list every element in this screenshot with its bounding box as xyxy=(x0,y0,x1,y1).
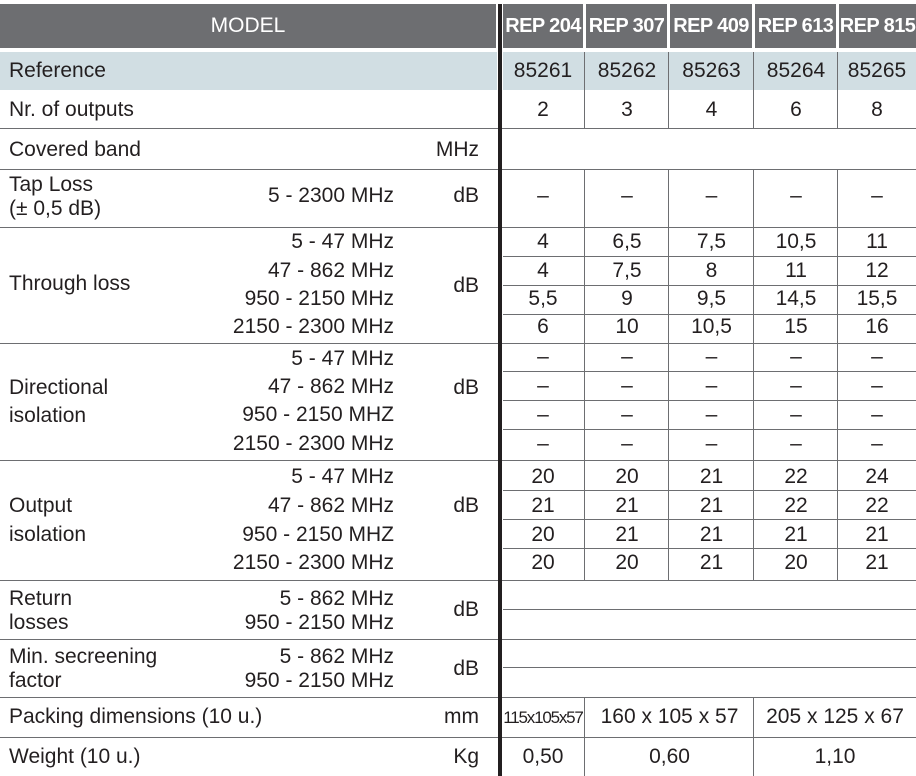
through-loss-value: 4 xyxy=(537,259,549,282)
output-isolation-range: 47 - 862 MHz xyxy=(267,494,394,517)
directional-isolation-range: 47 - 862 MHz xyxy=(267,375,394,398)
directional-isolation-value: – xyxy=(537,374,549,397)
header-model-label: MODEL xyxy=(210,14,286,37)
directional-isolation-label-line2: isolation xyxy=(9,404,87,427)
return-losses-range: 5 - 862 MHz xyxy=(279,587,394,610)
directional-isolation-range: 2150 - 2300 MHz xyxy=(232,432,394,455)
packing-value: 115x105x57 xyxy=(503,708,583,727)
through-loss-value: 12 xyxy=(865,259,889,282)
column-divider xyxy=(753,169,754,580)
output-isolation-unit: dB xyxy=(453,494,479,517)
output-isolation-value: 21 xyxy=(699,551,724,574)
row-divider xyxy=(0,128,916,129)
output-isolation-value: 21 xyxy=(615,494,639,517)
directional-isolation-value: – xyxy=(871,403,883,426)
return-losses-label-line2: losses xyxy=(9,611,69,634)
directional-isolation-value: – xyxy=(537,403,549,426)
column-divider xyxy=(668,52,669,129)
output-isolation-value: 22 xyxy=(784,465,808,488)
through-loss-value: 10,5 xyxy=(775,230,817,253)
directional-isolation-value: – xyxy=(705,432,718,455)
subrow-divider xyxy=(503,256,916,257)
tap-loss-value: – xyxy=(871,184,883,207)
directional-isolation-value: – xyxy=(790,432,802,455)
screening-range: 5 - 862 MHz xyxy=(279,645,394,668)
through-loss-range: 950 - 2150 MHz xyxy=(244,287,394,310)
through-loss-value: 7,5 xyxy=(612,259,642,282)
output-isolation-value: 20 xyxy=(784,551,808,574)
subrow-divider xyxy=(503,285,916,286)
output-isolation-value: 21 xyxy=(699,494,724,517)
output-isolation-value: 21 xyxy=(615,523,639,546)
header-model-cell-2 xyxy=(586,4,667,48)
header-model-name: REP 307 xyxy=(588,15,665,37)
return-losses-range: 950 - 2150 MHz xyxy=(244,611,394,634)
tap-loss-value: – xyxy=(790,184,802,207)
output-isolation-value: 22 xyxy=(865,494,889,517)
through-loss-value: 10 xyxy=(615,315,639,338)
outputs-value: 6 xyxy=(790,98,802,121)
directional-isolation-value: – xyxy=(705,345,718,368)
directional-isolation-value: – xyxy=(790,374,802,397)
tap-loss-tolerance: (± 0,5 dB) xyxy=(9,197,102,220)
through-loss-value: 9,5 xyxy=(696,287,727,310)
column-divider xyxy=(584,697,585,776)
header-model-cell-4 xyxy=(755,4,836,48)
column-divider xyxy=(753,697,754,776)
tap-loss-value: – xyxy=(621,184,633,207)
through-loss-value: 15 xyxy=(784,315,808,338)
through-loss-value: 10,5 xyxy=(691,315,732,338)
row-divider xyxy=(0,169,916,170)
output-isolation-range: 5 - 47 MHz xyxy=(291,465,394,488)
row-divider xyxy=(0,580,916,581)
row-divider xyxy=(0,639,916,640)
directional-isolation-range: 5 - 47 MHz xyxy=(291,347,394,370)
directional-isolation-value: – xyxy=(705,403,718,426)
tap-loss-range: 5 - 2300 MHz xyxy=(267,184,394,207)
directional-isolation-range: 950 - 2150 MHZ xyxy=(242,403,394,426)
output-isolation-value: 20 xyxy=(615,465,639,488)
outputs-value: 8 xyxy=(871,98,883,121)
output-isolation-label-line2: isolation xyxy=(9,523,87,546)
row-divider xyxy=(0,343,916,344)
return-losses-unit: dB xyxy=(453,598,479,621)
output-isolation-value: 21 xyxy=(784,523,808,546)
header-model-name: REP 815 xyxy=(839,15,916,37)
directional-isolation-value: – xyxy=(621,432,633,455)
directional-isolation-value: – xyxy=(871,374,883,397)
screening-range: 950 - 2150 MHz xyxy=(244,669,394,692)
through-loss-value: 11 xyxy=(785,259,807,282)
output-isolation-value: 24 xyxy=(865,465,889,488)
output-isolation-value: 20 xyxy=(531,523,555,546)
through-loss-label: Through loss xyxy=(9,272,131,295)
output-isolation-value: 21 xyxy=(865,551,889,574)
header-model-cell-5 xyxy=(839,4,916,48)
row-divider xyxy=(0,227,916,228)
directional-isolation-value: – xyxy=(871,345,883,368)
through-loss-value: 8 xyxy=(705,259,718,282)
row-divider xyxy=(0,697,916,698)
outputs-label: Nr. of outputs xyxy=(9,98,134,121)
output-isolation-value: 21 xyxy=(865,523,889,546)
reference-value: 85265 xyxy=(847,59,907,82)
weight-unit: Kg xyxy=(453,745,479,768)
header-model-cell-3 xyxy=(670,4,752,48)
through-loss-value: 11 xyxy=(866,230,888,253)
header-model-cell-1 xyxy=(503,4,583,48)
subrow-divider xyxy=(503,519,916,520)
reference-value: 85264 xyxy=(766,59,826,82)
tap-loss-label: Tap Loss xyxy=(9,173,94,196)
output-isolation-value: 20 xyxy=(615,551,639,574)
screening-unit: dB xyxy=(453,657,479,680)
output-isolation-range: 2150 - 2300 MHz xyxy=(232,551,394,574)
reference-value: 85262 xyxy=(597,59,657,82)
output-isolation-value: 21 xyxy=(531,494,555,517)
subrow-divider xyxy=(503,667,916,668)
screening-label: Min. secreening xyxy=(9,645,158,668)
through-loss-value: 5,5 xyxy=(528,287,558,310)
column-divider xyxy=(837,52,838,129)
outputs-value: 2 xyxy=(537,98,549,121)
column-divider xyxy=(668,169,669,580)
directional-isolation-label: Directional xyxy=(9,376,109,399)
directional-isolation-value: – xyxy=(705,374,718,397)
through-loss-value: 6,5 xyxy=(612,230,642,253)
output-isolation-value: 20 xyxy=(531,465,555,488)
column-divider xyxy=(584,52,585,129)
reference-value: 85261 xyxy=(513,59,573,82)
output-isolation-range: 950 - 2150 MHZ xyxy=(242,523,394,546)
subrow-divider xyxy=(503,400,916,401)
directional-isolation-value: – xyxy=(537,432,549,455)
directional-isolation-value: – xyxy=(790,403,802,426)
directional-isolation-unit: dB xyxy=(453,376,479,399)
header-model-name: REP 204 xyxy=(505,15,581,37)
output-isolation-value: 22 xyxy=(784,494,808,517)
row-divider xyxy=(0,460,916,461)
subrow-divider xyxy=(503,371,916,372)
directional-isolation-value: – xyxy=(621,374,633,397)
through-loss-range: 47 - 862 MHz xyxy=(267,259,394,282)
subrow-divider xyxy=(503,609,916,610)
output-isolation-value: 20 xyxy=(531,551,555,574)
row-divider xyxy=(0,737,916,738)
header-model-cell xyxy=(0,4,496,48)
screening-label-line2: factor xyxy=(9,669,62,692)
outputs-value: 3 xyxy=(621,98,633,121)
weight-label: Weight (10 u.) xyxy=(9,745,141,768)
through-loss-value: 9 xyxy=(621,287,633,310)
covered-band-unit: MHz xyxy=(435,138,479,161)
through-loss-unit: dB xyxy=(453,274,479,297)
output-isolation-value: 21 xyxy=(699,523,724,546)
tap-loss-value: – xyxy=(705,184,718,207)
subrow-divider xyxy=(503,429,916,430)
through-loss-value: 15,5 xyxy=(856,287,898,310)
weight-value: 0,50 xyxy=(522,745,564,768)
tap-loss-value: – xyxy=(537,184,549,207)
weight-value: 0,60 xyxy=(649,745,690,768)
reference-label: Reference xyxy=(9,59,106,82)
packing-value: 160 x 105 x 57 xyxy=(600,705,739,728)
through-loss-range: 5 - 47 MHz xyxy=(291,230,394,253)
column-divider xyxy=(837,169,838,580)
output-isolation-label: Output xyxy=(9,494,73,517)
column-divider xyxy=(753,52,754,129)
subrow-divider xyxy=(503,490,916,491)
covered-band-label: Covered band xyxy=(9,138,141,161)
through-loss-value: 14,5 xyxy=(775,287,817,310)
directional-isolation-value: – xyxy=(537,345,549,368)
directional-isolation-value: – xyxy=(621,403,633,426)
through-loss-value: 6 xyxy=(537,315,549,338)
main-column-separator xyxy=(498,4,502,776)
header-model-name: REP 409 xyxy=(673,15,749,37)
header-model-name: REP 613 xyxy=(757,15,834,37)
through-loss-value: 16 xyxy=(865,315,889,338)
subrow-divider xyxy=(503,548,916,549)
column-divider xyxy=(584,169,585,580)
outputs-value: 4 xyxy=(705,98,718,121)
directional-isolation-value: – xyxy=(790,345,802,368)
directional-isolation-value: – xyxy=(621,345,633,368)
output-isolation-value: 21 xyxy=(699,465,724,488)
through-loss-value: 4 xyxy=(537,230,549,253)
directional-isolation-value: – xyxy=(871,432,883,455)
packing-value: 205 x 125 x 67 xyxy=(766,705,904,728)
return-losses-label: Return xyxy=(9,587,73,610)
tap-loss-unit: dB xyxy=(453,184,479,207)
packing-label: Packing dimensions (10 u.) xyxy=(9,705,263,728)
weight-value: 1,10 xyxy=(814,745,856,768)
reference-value: 85263 xyxy=(682,59,741,82)
packing-unit: mm xyxy=(444,705,479,728)
subrow-divider xyxy=(503,314,916,315)
through-loss-value: 7,5 xyxy=(696,230,727,253)
through-loss-range: 2150 - 2300 MHz xyxy=(232,315,394,338)
